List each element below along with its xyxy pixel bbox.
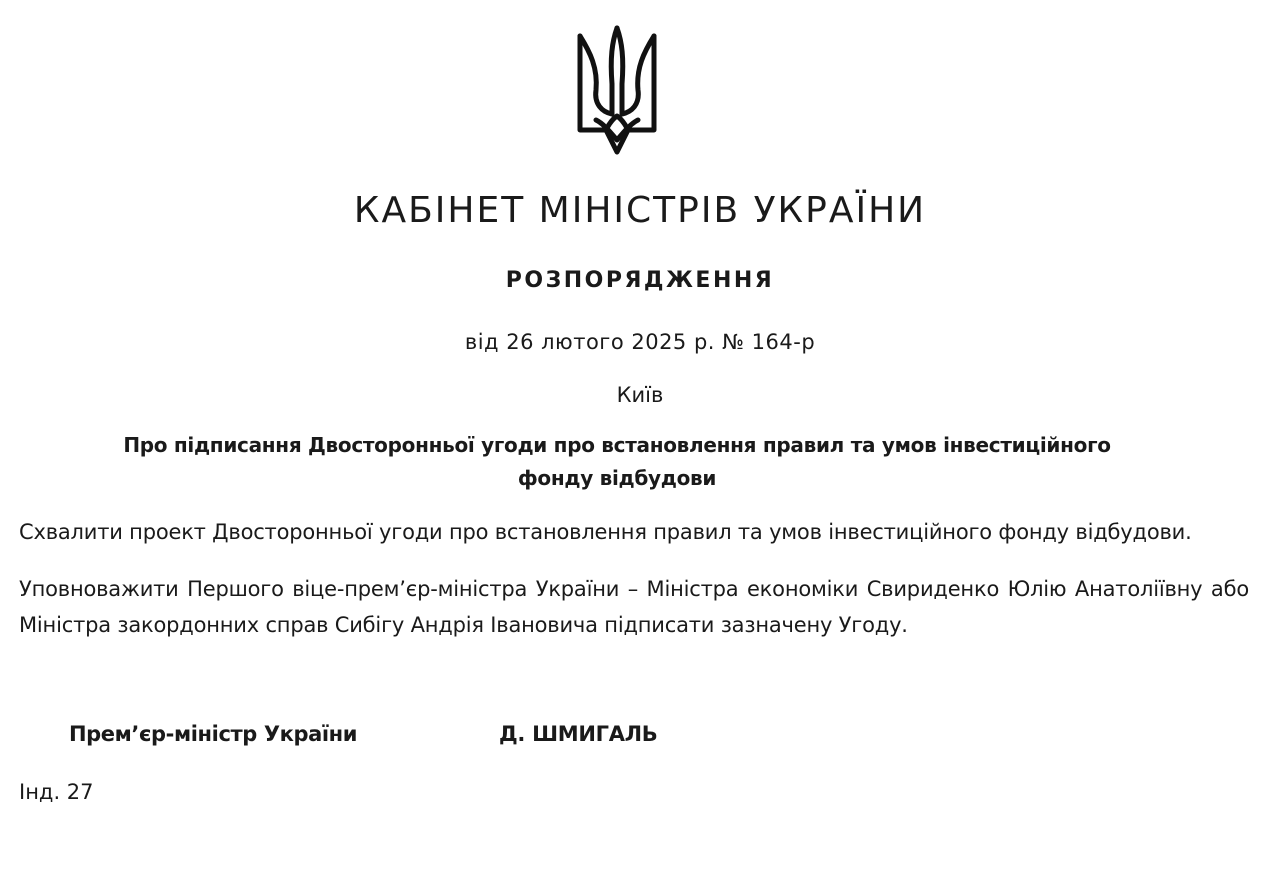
cabinet-title: КАБІНЕТ МІНІСТРІВ УКРАЇНИ bbox=[353, 190, 927, 231]
city: Київ bbox=[616, 383, 664, 407]
order-title: РОЗПОРЯДЖЕННЯ bbox=[505, 268, 775, 293]
paragraph-authorize: Уповноважити Першого віце-прем’єр-міністра України – Міністра економіки Свириденко Юлію Анатоліївну або Міністра закордонних справ Сибігу Андрія Івановича підписати зазначену Угоду. bbox=[19, 577, 1249, 637]
signatory-name: Д. ШМИГАЛЬ bbox=[499, 722, 658, 746]
paragraph-approve: Схвалити проект Двосторонньої угоди про встановлення правил та умов інвестиційного фонду відбудови. bbox=[19, 520, 1192, 544]
order-date-number: від 26 лютого 2025 р. № 164-р bbox=[464, 330, 816, 354]
signatory-role: Прем’єр-міністр України bbox=[69, 722, 358, 746]
trident-coat-of-arms-icon bbox=[576, 24, 658, 158]
document-index: Інд. 27 bbox=[19, 780, 94, 804]
decree-subject: Про підписання Двосторонньої угоди про встановлення правил та умов інвестиційного фонду відбудови bbox=[123, 433, 1111, 490]
